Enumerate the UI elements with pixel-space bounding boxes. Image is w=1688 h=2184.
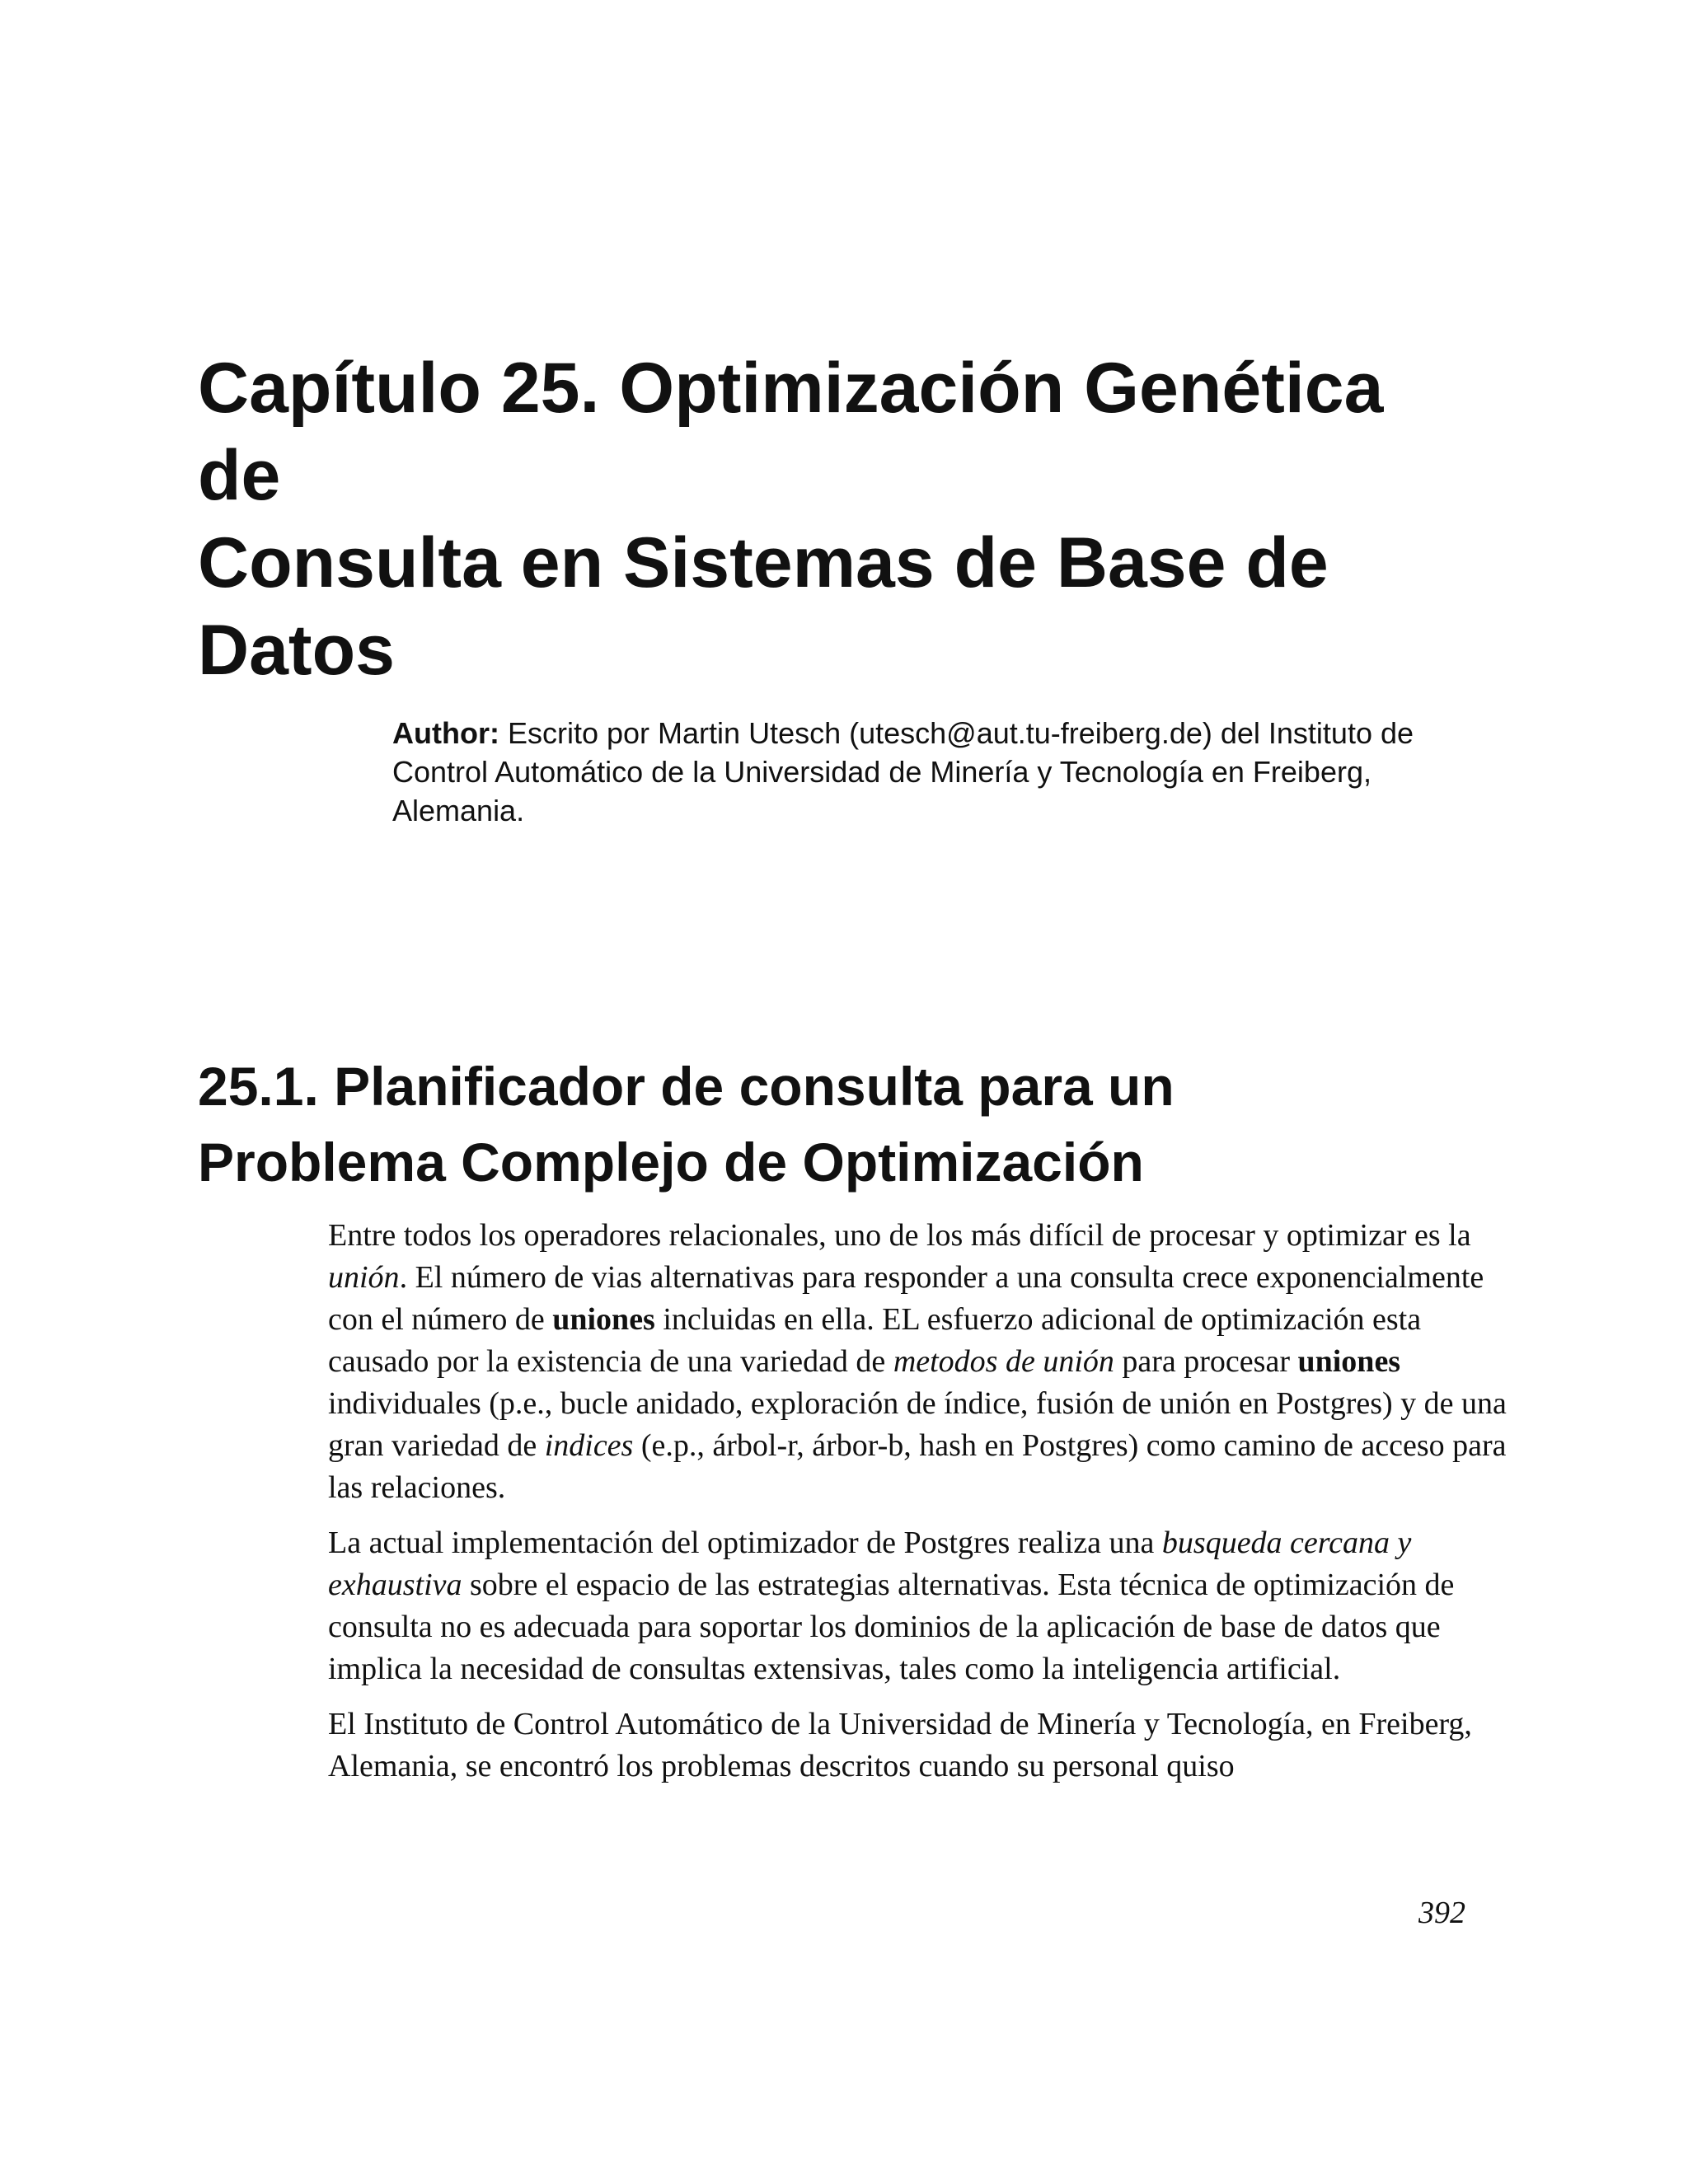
p1-text-5: individuales (p.e., bucle anidado, exploración de índice, fusión de unión en Postgres) y de una gran variedad de: [328, 1386, 1507, 1463]
p1-emphasis-metodos: metodos de unión: [893, 1344, 1114, 1379]
p2-text-1: La actual implementación del optimizador de Postgres realiza una: [328, 1526, 1162, 1560]
chapter-title: [198, 344, 1484, 694]
author-label: Author:: [392, 716, 499, 750]
author-note: [392, 714, 1464, 830]
author-text-line-2: Control Automático de la Universidad de Minería y Tecnología en Freiberg,: [392, 755, 1372, 789]
paragraph-1: [328, 1215, 1508, 1509]
p3-text-1: El Instituto de Control Automático de la Universidad de Minería y Tecnología, en Freiberg, Alemania, se encontró los problemas descritos cuando su personal quiso: [328, 1707, 1472, 1783]
p1-text-1: Entre todos los operadores relacionales, uno de los más difícil de procesar y optimizar es la: [328, 1218, 1471, 1253]
section-title-line-2: Problema Complejo de Optimización: [198, 1132, 1144, 1193]
p1-text-6: (e.p., árbol-r, árbor-b, hash en Postgres) como camino de acceso para las relaciones.: [328, 1428, 1507, 1505]
p1-strong-uniones-2: uniones: [1297, 1344, 1401, 1379]
author-text-line-1: Escrito por Martin Utesch (utesch@aut.tu-freiberg.de) del Instituto de: [507, 716, 1414, 750]
page-number: 392: [1418, 1896, 1465, 1930]
section-title: [198, 1048, 1484, 1200]
chapter-title-line-3: Datos: [198, 611, 395, 690]
chapter-title-line-2: Consulta en Sistemas de Base de: [198, 523, 1329, 602]
paragraph-2: [328, 1522, 1508, 1690]
author-text-line-3: Alemania.: [392, 794, 525, 827]
p1-text-3: incluidas en ella. EL esfuerzo adicional de optimización esta causado por la existencia de una variedad de: [328, 1302, 1422, 1379]
section-body: [328, 1215, 1508, 1801]
chapter-title-line-1: Capítulo 25. Optimización Genética de: [198, 349, 1384, 515]
p1-emphasis-indices: indices: [544, 1428, 634, 1463]
section-title-line-1: 25.1. Planificador de consulta para un: [198, 1056, 1175, 1117]
paragraph-3: [328, 1704, 1508, 1788]
p1-emphasis-union: unión: [328, 1260, 400, 1295]
p2-text-2: sobre el espacio de las estrategias alternativas. Esta técnica de optimización de consulta no es adecuada para soportar los dominios de la aplicación de base de datos que implica la necesidad de consultas extensivas, tales como la inteligencia artificial.: [328, 1568, 1455, 1686]
p2-emphasis-busqueda: busqueda cercana y exhaustiva: [328, 1526, 1412, 1602]
p1-text-2: . El número de vias alternativas para responder a una consulta crece exponencialmente con el número de: [328, 1260, 1484, 1337]
p1-text-4: para procesar: [1114, 1344, 1298, 1379]
p1-strong-uniones-1: uniones: [552, 1302, 655, 1337]
